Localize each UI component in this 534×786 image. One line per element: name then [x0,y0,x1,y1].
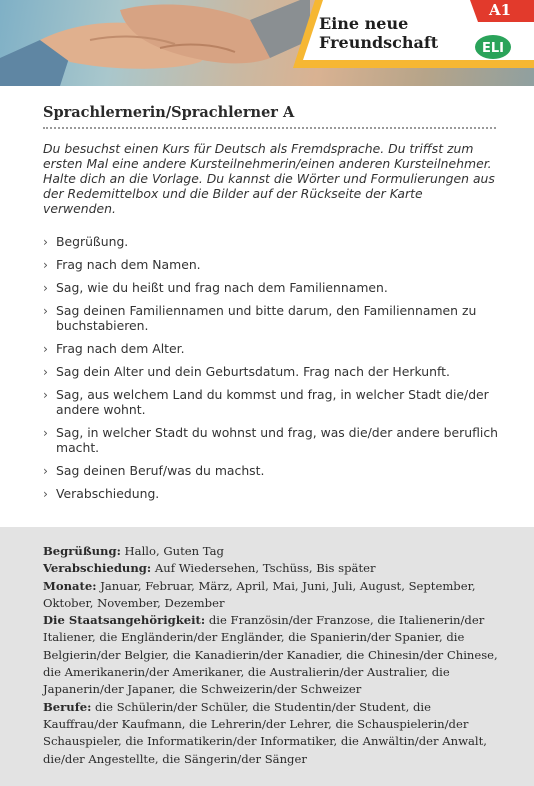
task-item [43,280,503,295]
task-text: Sag, in welcher Stadt du wohnst und frag, was die/der andere beruflich macht. [56,425,498,455]
vocab-jobs [43,699,503,768]
vocab-farewell [43,560,503,577]
vocab-greeting [43,543,503,560]
chevron-right-icon: › [43,257,48,272]
eli-logo-text: ELI [481,41,505,56]
card-title-line2: Freundschaft [319,33,439,52]
task-item [43,425,503,455]
task-text: Sag dein Alter und dein Geburtsdatum. Frag nach der Herkunft. [56,364,450,379]
dotted-divider [43,127,496,129]
instructions [43,141,498,216]
chevron-right-icon: › [43,280,48,295]
vocab-farewell-label: Verabschiedung: [43,561,152,576]
instruction-paragraph: Halte dich an die Vorlage. Du kannst die Wörter und Formulierungen aus der Redemittelbox und die Bilder auf der Rückseite der Karte verwenden. [43,171,495,216]
chevron-right-icon: › [43,364,48,379]
vocab-nationality [43,612,503,698]
vocab-greeting-text: Hallo, Guten Tag [120,544,224,558]
card-header [0,0,534,86]
task-text: Sag deinen Beruf/was du machst. [56,463,265,478]
eli-logo-icon [474,34,512,60]
task-text: Sag deinen Familiennamen und bitte darum, den Familiennamen zu buchstabieren. [56,303,477,333]
card-title [319,14,479,52]
task-item [43,303,503,333]
task-item [43,463,503,478]
task-text: Sag, aus welchem Land du kommst und frag, in welcher Stadt die/der andere wohnt. [56,387,489,417]
chevron-right-icon: › [43,234,48,249]
chevron-right-icon: › [43,486,48,501]
task-text: Verabschiedung. [56,486,160,501]
task-item [43,257,503,272]
chevron-right-icon: › [43,341,48,356]
vocab-nationality-label: Die Staatsangehörigkeit: [43,613,206,628]
chevron-right-icon: › [43,463,48,478]
task-item [43,387,503,417]
instruction-paragraph: Du besuchst einen Kurs für Deutsch als Fremdsprache. Du triffst zum ersten Mal eine andere Kursteilnehmerin/einen anderen Kursteilnehmer. [43,141,492,171]
task-list [43,234,503,509]
task-text: Frag nach dem Namen. [56,257,201,272]
vocabulary-box [0,527,534,786]
chevron-right-icon: › [43,387,48,402]
vocab-months-label: Monate: [43,578,97,593]
role-title: Sprachlernerin/Sprachlerner A [43,104,295,121]
task-item [43,341,503,356]
task-item [43,364,503,379]
vocab-jobs-label: Berufe: [43,699,92,714]
vocab-months [43,578,503,613]
vocabulary-content [43,543,503,768]
vocab-greeting-label: Begrüßung: [43,544,121,558]
card-title-line1: Eine neue [319,14,409,33]
level-badge: A1 [488,1,512,19]
task-item [43,234,503,249]
vocab-nationality-text: die Französin/der Franzose, die Italienerin/der Italiener, die Engländerin/der Engländer, die Spanierin/der Spanier, die Belgierin/der Belgier, die Kanadierin/der Kanadier, die Chinesin/der Chinese, die Amerikanerin/der Amerikaner, die Australierin/der Australier, die Japanerin/der Japaner, die Schweizerin/der Schweizer [43,613,498,697]
vocab-farewell-text: Auf Wiedersehen, Tschüss, Bis später [151,561,376,576]
vocab-months-text: Januar, Februar, März, April, Mai, Juni, Juli, August, September, Oktober, November, Dezember [43,578,476,610]
task-item [43,486,503,501]
chevron-right-icon: › [43,425,48,440]
task-text: Frag nach dem Alter. [56,341,185,356]
vocab-jobs-text: die Schülerin/der Schüler, die Studentin/der Student, die Kauffrau/der Kaufmann, die Lehrerin/der Lehrer, die Schauspielerin/der Schauspieler, die Informatikerin/der Informatiker, die Anwältin/der Anwalt, die/der Angestellte, die Sängerin/der Sänger [43,699,487,766]
task-text: Sag, wie du heißt und frag nach dem Familiennamen. [56,280,388,295]
task-text: Begrüßung. [56,234,129,249]
chevron-right-icon: › [43,303,48,318]
